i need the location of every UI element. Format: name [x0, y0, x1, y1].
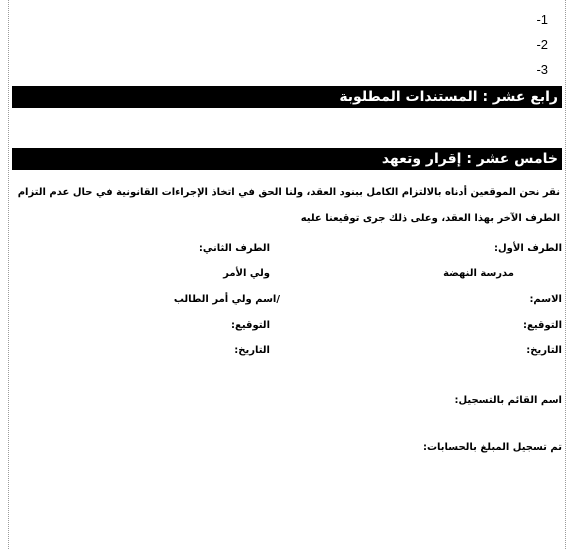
party1-label: الطرف الأول:	[493, 243, 562, 254]
party2-signature-label: التوقيع:	[231, 320, 270, 331]
list-item-3: -3	[536, 62, 548, 77]
list-item-2: -2	[536, 37, 548, 52]
party2-date-label: التاريخ:	[234, 345, 270, 356]
section-14-heading: رابع عشر : المستندات المطلوبة	[12, 86, 562, 108]
party1-date-label: التاريخ:	[526, 345, 562, 356]
registrar-label: اسم القائم بالتسجيل:	[454, 395, 562, 406]
party2-label: الطرف الثاني:	[198, 243, 270, 254]
party2-name: ولي الأمر	[223, 268, 270, 279]
party2-name-label: /اسم ولي أمر الطالب	[173, 294, 280, 305]
party1-signature-label: التوقيع:	[523, 320, 562, 331]
section-15-heading: خامس عشر : إقرار وتعهد	[12, 148, 562, 170]
accounts-label: تم تسجيل المبلغ بالحسابات:	[422, 442, 562, 453]
list-item-1: -1	[536, 12, 548, 27]
declaration-paragraph: نقر نحن الموقعين أدناه بالالتزام الكامل ببنود العقد، ولنا الحق في اتخاذ الإجراءات القانونية في حال عدم التزام الطرف الآخر بهذا العقد، وعلى ذلك جرى توقيعنا عليه	[17, 187, 560, 224]
party1-name: مدرسة النهضة	[443, 268, 514, 279]
party1-name-label: الاسم:	[529, 294, 562, 305]
